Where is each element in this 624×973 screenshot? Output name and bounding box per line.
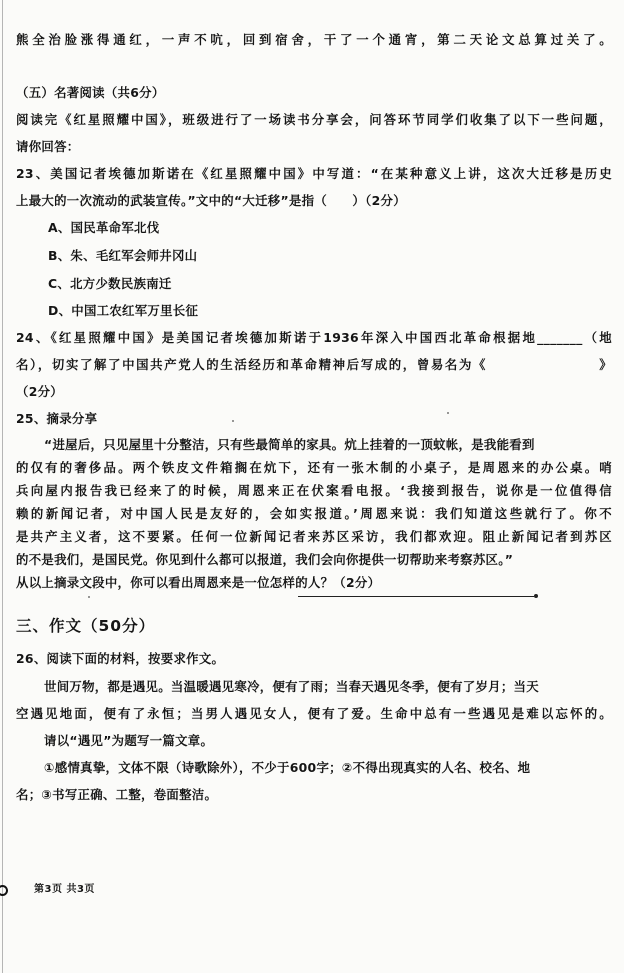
scan-speck	[232, 420, 234, 422]
q23-line-2: 上最大的一次流动的武装宣传。”文中的“大迁移”是指（ ）（2分）	[16, 193, 406, 208]
q23-option-b: B、朱、毛红军会师井冈山	[48, 248, 198, 263]
q23-line-1: 23、美国记者埃德加斯诺在《红星照耀中国》中写道：“在某种意义上讲，这次大迁移是历史	[16, 166, 612, 181]
section5-intro-line-1: 阅读完《红星照耀中国》，班级进行了一场读书分享会，问答环节同学们收集了以下一些问题，	[16, 112, 612, 127]
q25-excerpt-line-2: 的仅有的奢侈品。两个铁皮文件箱搁在炕下，还有一张木制的小桌子，是周恩来的办公桌。哨	[16, 460, 612, 475]
q23-option-a: A、国民革命军北伐	[48, 220, 160, 235]
binding-hole-mark	[0, 885, 8, 896]
q26-prompt: 请以“遇见”为题写一篇文章。	[44, 733, 214, 748]
q26-requirements-line-1: ①感情真挚，文体不限（诗歌除外），不少于600字；②不得出现真实的人名、校名、地	[44, 760, 531, 775]
q26-material-line-2: 空遇见地面，便有了永恒；当男人遇见女人，便有了爱。生命中总有一些遇见是难以忘怀的。	[16, 706, 612, 721]
q25-answer-line[interactable]	[298, 596, 534, 597]
q25-title: 25、摘录分享	[16, 411, 98, 426]
q24-line-1: 24、《红星照耀中国》是美国记者埃德加斯诺于1936年深入中国西北革命根据地_______（地	[16, 330, 612, 345]
answer-line-end-dot	[534, 594, 538, 598]
q25-excerpt-line-6: 的不是我们，是国民党。你见到什么都可以报道，我们会向你提供一切帮助来考察苏区。”	[16, 552, 514, 567]
q25-excerpt-line-1: “进屋后，只见屋里十分整洁，只有些最简单的家具。炕上挂着的一顶蚊帐，是我能看到	[44, 437, 535, 452]
section5-intro-line-2: 请你回答：	[16, 139, 80, 154]
q24-line-3: （2分）	[16, 384, 63, 399]
q25-excerpt-line-5: 是共产主义者，这不要紧。任何一位新闻记者来苏区采访，我们都欢迎。阻止新闻记者到苏区	[16, 529, 612, 544]
q26-material-line-1: 世间万物，都是遇见。当温暖遇见寒冷，便有了雨；当春天遇见冬季，便有了岁月；当天	[44, 679, 539, 694]
q25-excerpt-line-4: 赖的新闻记者，对中国人民是友好的，会如实报道。’周恩来说：我们知道这些就行了。你不	[16, 506, 612, 521]
page-number: 第3页 共3页	[34, 884, 95, 895]
q23-option-c: C、北方少数民族南迁	[48, 276, 172, 291]
q25-question: 从以上摘录文段中，你可以看出周恩来是一位怎样的人？（2分）	[16, 575, 381, 590]
binding-margin-line	[2, 0, 3, 973]
q26-line-1: 26、阅读下面的材料，按要求作文。	[16, 651, 225, 666]
scan-speck	[88, 596, 90, 598]
q23-option-d: D、中国工农红军万里长征	[48, 303, 199, 318]
section3-title: 三、作文（50分）	[16, 617, 156, 635]
q26-requirements-line-2: 名；③书写正确、工整，卷面整洁。	[16, 787, 218, 802]
top-text-line: 熊全治脸涨得通红，一声不吭，回到宿舍，干了一个通宵，第二天论文总算过关了。	[16, 32, 612, 47]
q24-line-2: 名），切实了解了中国共产党人的生活经历和革命精神后写成的，曾易名为《 》	[16, 357, 612, 372]
q25-excerpt-line-3: 兵向屋内报告我已经来了的时候，周恩来正在伏案看电报。‘我接到报告，说你是一位值得信	[16, 483, 612, 498]
section5-title: （五）名著阅读（共6分）	[16, 85, 165, 100]
scan-speck	[447, 412, 449, 414]
